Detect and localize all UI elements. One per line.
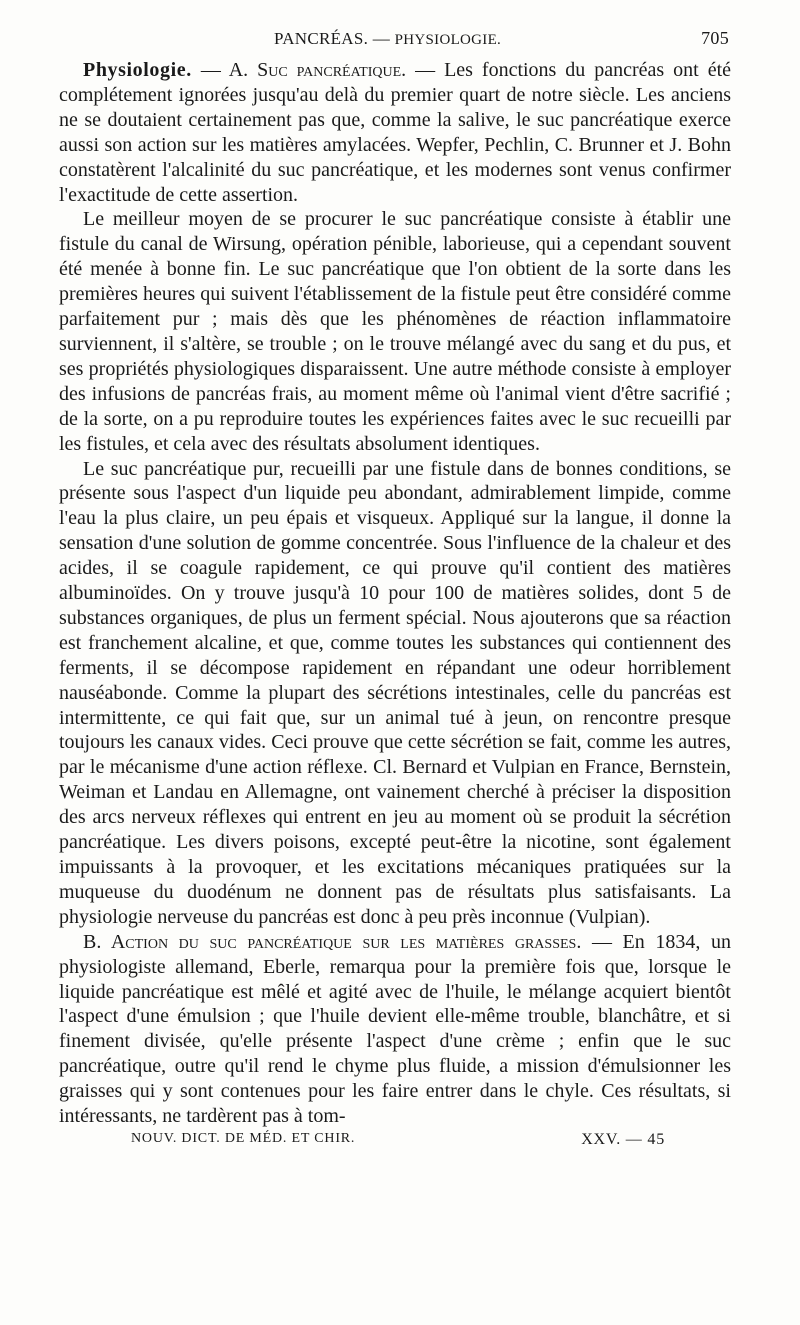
section-heading-physiologie: Physiologie.	[83, 59, 192, 81]
article-body	[59, 58, 731, 1129]
subsection-heading-b: B. Action du suc pancréatique sur les matières grasses.	[83, 930, 582, 953]
paragraph-3	[59, 457, 731, 930]
paragraph-1-text: — Les fonctions du pancréas ont été complétement ignorées jusqu'au delà du premier quart de notre siècle. Les anciens ne se doutaient certainement pas que, comme la salive, le suc pancréatique exerce aussi son action sur les matières amylacées. Wepfer, Pechlin, C. Brunner et J. Bohn constatèrent l'alcalinité du suc pancréatique, et les modernes sont venus confirmer l'exactitude de cette assertion.	[59, 59, 732, 206]
header-title-main: PANCRÉAS. —	[274, 29, 395, 48]
footer-signature: XXV. — 45	[581, 1130, 665, 1148]
header-title	[274, 29, 501, 49]
subsection-heading-a: — A. Suc pancréatique.	[191, 59, 407, 81]
footer-publication: NOUV. DICT. DE MÉD. ET CHIR.	[131, 1130, 356, 1146]
paragraph-2	[59, 207, 731, 456]
document-page	[59, 28, 731, 1149]
paragraph-1	[59, 58, 731, 207]
paragraph-4	[59, 930, 731, 1129]
running-header	[59, 28, 731, 58]
paragraph-3-text: Le suc pancréatique pur, recueilli par une fistule dans de bonnes conditions, se présente sous l'aspect d'un liquide peu abondant, admirablement limpide, comme l'eau la plus claire, un peu épais et visqueux. Appliqué sur la langue, il donne la sensation d'une solution de gomme concentrée. Sous l'influence de la chaleur et des acides, il se coagule rapidement, ce qui prouve qu'il contient des matières albuminoïdes. On y trouve jusqu'à 10 pour 100 de matières solides, dont 5 de substances organiques, de plus un ferment spécial. Nous ajouterons que sa réaction est franchement alcaline, et que, comme toutes les substances qui contiennent des ferments, il se décompose rapidement en répandant une odeur horriblement nauséabonde. Comme la plupart des sécrétions intestinales, celle du pancréas est intermittente, ce qui fait que, sur un animal tué à jeun, on rencontre presque toujours les canaux vides. Ceci prouve que cette sécrétion se fait, comme les autres, par le mécanisme d'une action réflexe. Cl. Bernard et Vulpian en France, Bernstein, Weiman et Landau en Allemagne, ont vainement cherché à préciser la disposition des arcs nerveux réflexes qui entrent en jeu au moment où se produit la sécrétion pancréatique. Les divers poisons, excepté peut-être la nicotine, sont également impuissants à la provoquer, et les excitations mécaniques pratiquées sur la muqueuse du duodénum ne donnent pas de résultats plus satisfaisants. La physiologie nerveuse du pancréas est donc à peu près inconnue (Vulpian).	[59, 457, 731, 928]
page-number: 705	[701, 28, 729, 48]
paragraph-2-text: Le meilleur moyen de se procurer le suc pancréatique consiste à établir une fistule du canal de Wirsung, opération pénible, laborieuse, qui a cependant souvent été menée à bonne fin. Le suc pancréatique que l'on obtient de la sorte dans les premières heures qui suivent l'établissement de la fistule peut être considéré comme parfaitement pur ; mais dès que les phénomènes de réaction inflammatoire surviennent, il s'altère, se trouble ; on le trouve mélangé avec du sang et du pus, et ses propriétés physiologiques disparaissent. Une autre méthode consiste à employer des infusions de pancréas frais, au moment même où l'animal vient d'être sacrifié ; de la sorte, on a pu reproduire toutes les expériences faites avec le suc recueilli par les fistules, et cela avec des résultats absolument identiques.	[59, 208, 731, 455]
paragraph-4-text: — En 1834, un physiologiste allemand, Eberle, remarqua pour la première fois que, lorsque le liquide pancréatique est mêlé et agité avec de l'huile, le mélange acquiert bientôt l'aspect d'une émulsion ; que l'huile devient elle-même trouble, blanchâtre, et si finement divisée, qu'elle présente l'aspect d'une crème ; enfin que le suc pancréatique, outre qu'il rend le chyme plus fluide, a mission d'émulsionner les graisses qui y sont contenues pour les faire entrer dans le chyle. Ces résultats, si intéressants, ne tardèrent pas à tom-	[59, 930, 731, 1128]
header-title-sub: PHYSIOLOGIE.	[394, 32, 502, 48]
page-footer	[59, 1131, 731, 1149]
